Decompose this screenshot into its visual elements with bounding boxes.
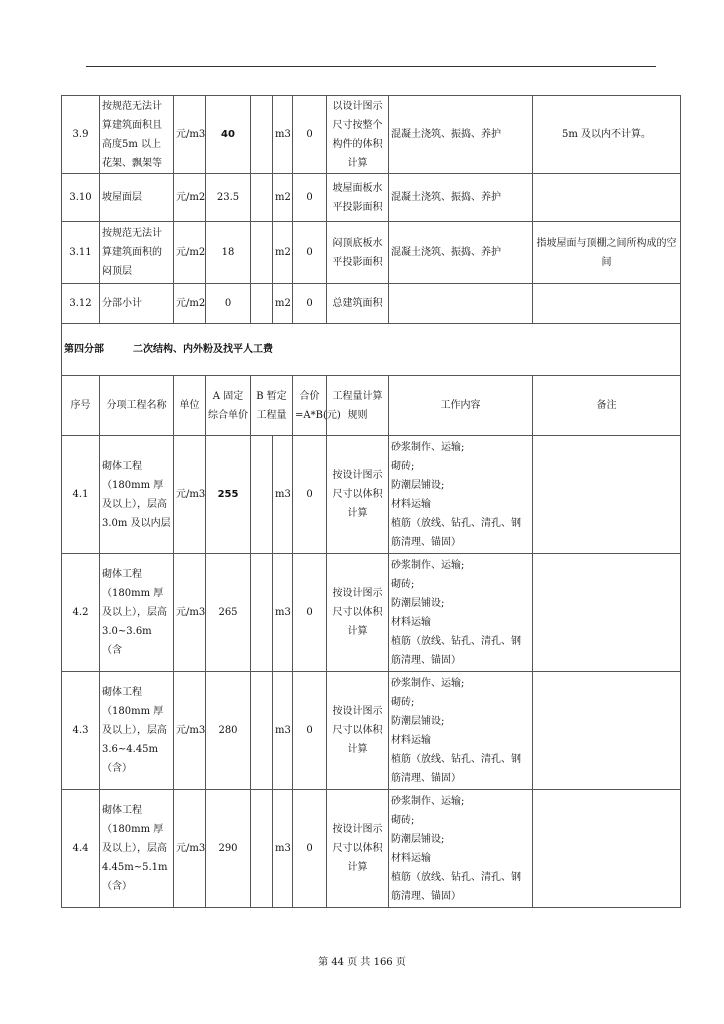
header-rule-col: 工程量计算规则 [327, 376, 389, 436]
cell-rule: 以设计图示尺寸按整个构件的体积计算 [327, 96, 389, 174]
cell-name: 坡屋面层 [100, 174, 174, 222]
cell-rule: 按设计图示尺寸以体积计算 [327, 790, 389, 908]
cell-rule: 按设计图示尺寸以体积计算 [327, 554, 389, 672]
cell-work: 砂浆制作、运输; 砌砖; 防潮层铺设; 材料运输 植筋（放线、钻孔、清孔、钢筋清理、锚固） [389, 554, 533, 672]
cell-qty-unit: m2 [273, 222, 293, 284]
cell-total: 0 [293, 554, 327, 672]
cell-rule: 按设计图示尺寸以体积计算 [327, 672, 389, 790]
cell-name: 砌体工程 （180mm 厚及以上），层高3.0~3.6m（含 [100, 554, 174, 672]
cell-total: 0 [293, 790, 327, 908]
cell-no: 4.1 [62, 436, 100, 554]
cell-qty-unit: m3 [273, 554, 293, 672]
cell-total: 0 [293, 96, 327, 174]
cell-work: 砂浆制作、运输; 砌砖; 防潮层铺设; 材料运输 植筋（放线、钻孔、清孔、钢筋清理、锚固） [389, 790, 533, 908]
cell-unit: 元/m3 [174, 672, 206, 790]
cell-no: 4.2 [62, 554, 100, 672]
cell-rule: 闷顶底板水平投影面积 [327, 222, 389, 284]
cell-unit: 元/m3 [174, 790, 206, 908]
cell-note [533, 672, 681, 790]
page-footer: 第 44 页 共 166 页 [318, 957, 406, 968]
cell-qty [251, 554, 273, 672]
section-title: 二次结构、内外粉及找平人工费 [132, 344, 273, 355]
cell-unit: 元/m3 [174, 554, 206, 672]
cell-price: 18 [206, 222, 251, 284]
table-body-top [62, 96, 681, 324]
cell-unit: 元/m2 [174, 284, 206, 324]
cell-note [533, 554, 681, 672]
cell-unit: 元/m2 [174, 174, 206, 222]
cell-no: 3.9 [62, 96, 100, 174]
cell-rule: 按设计图示尺寸以体积计算 [327, 436, 389, 554]
table-body-bottom [62, 436, 681, 908]
cell-work: 混凝土浇筑、振捣、养护 [389, 222, 533, 284]
table-row [62, 222, 681, 284]
table-row [62, 96, 681, 174]
cell-total: 0 [293, 436, 327, 554]
cell-qty [251, 222, 273, 284]
cell-note: 5m 及以内不计算。 [533, 96, 681, 174]
cell-name: 砌体工程 （180mm 厚及以上），层高4.45m~5.1m（含） [100, 790, 174, 908]
pricing-table [61, 95, 681, 908]
table-row [62, 174, 681, 222]
cell-qty [251, 174, 273, 222]
section-label: 第四分部 [64, 344, 104, 355]
cell-no: 4.4 [62, 790, 100, 908]
column-header-row [62, 376, 681, 436]
cell-total: 0 [293, 284, 327, 324]
table-row [62, 672, 681, 790]
cell-qty-unit: m2 [273, 284, 293, 324]
header-note: 备注 [533, 376, 681, 436]
cell-no: 3.10 [62, 174, 100, 222]
cell-work: 混凝土浇筑、振捣、养护 [389, 174, 533, 222]
table-row [62, 554, 681, 672]
cell-no: 4.3 [62, 672, 100, 790]
cell-total: 0 [293, 174, 327, 222]
cell-qty-unit: m3 [273, 672, 293, 790]
cell-rule: 总建筑面积 [327, 284, 389, 324]
cell-work: 砂浆制作、运输; 砌砖; 防潮层铺设; 材料运输 植筋（放线、钻孔、清孔、钢筋清理、锚固） [389, 672, 533, 790]
section-header [62, 324, 681, 436]
cell-price: 255 [206, 436, 251, 554]
cell-qty-unit: m3 [273, 790, 293, 908]
header-price: A 固定综合单价 [206, 376, 251, 436]
table-row [62, 436, 681, 554]
cell-price: 40 [206, 96, 251, 174]
cell-name: 分部小计 [100, 284, 174, 324]
cell-unit: 元/m3 [174, 96, 206, 174]
cell-qty [251, 96, 273, 174]
cell-no: 3.12 [62, 284, 100, 324]
table-row [62, 790, 681, 908]
cell-rule: 坡屋面板水平投影面积 [327, 174, 389, 222]
header-unit: 单位 [174, 376, 206, 436]
header-work: 工作内容 [389, 376, 533, 436]
cell-price: 23.5 [206, 174, 251, 222]
cell-work [389, 284, 533, 324]
cell-work: 砂浆制作、运输; 砌砖; 防潮层铺设; 材料运输 植筋（放线、钻孔、清孔、钢筋清理、锚固） [389, 436, 533, 554]
cell-qty [251, 284, 273, 324]
cell-qty [251, 436, 273, 554]
section-row [62, 324, 681, 376]
cell-total: 0 [293, 672, 327, 790]
cell-work: 混凝土浇筑、振捣、养护 [389, 96, 533, 174]
header-total: 合价=A*B(元) [293, 376, 327, 436]
cell-no: 3.11 [62, 222, 100, 284]
cell-unit: 元/m3 [174, 436, 206, 554]
cell-note [533, 790, 681, 908]
header-qty: B 暂定工程量 [251, 376, 293, 436]
cell-note [533, 436, 681, 554]
header-rule [86, 66, 656, 67]
cell-qty-unit: m3 [273, 96, 293, 174]
cell-note: 指坡屋面与顶棚之间所构成的空间 [533, 222, 681, 284]
cell-price: 265 [206, 554, 251, 672]
cell-note [533, 174, 681, 222]
cell-total: 0 [293, 222, 327, 284]
header-no: 序号 [62, 376, 100, 436]
cell-price: 290 [206, 790, 251, 908]
cell-note [533, 284, 681, 324]
cell-name: 按规范无法计算建筑面积且高度5m 以上花架、飘架等 [100, 96, 174, 174]
cell-price: 0 [206, 284, 251, 324]
cell-price: 280 [206, 672, 251, 790]
table-row [62, 284, 681, 324]
section-cell [62, 324, 681, 376]
header-name: 分项工程名称 [100, 376, 174, 436]
cell-qty [251, 672, 273, 790]
cell-name: 砌体工程 （180mm 厚及以上），层高3.6~4.45m（含） [100, 672, 174, 790]
cell-name: 砌体工程 （180mm 厚及以上），层高3.0m 及以内层 [100, 436, 174, 554]
cell-unit: 元/m2 [174, 222, 206, 284]
cell-name: 按规范无法计算建筑面积的闷顶层 [100, 222, 174, 284]
cell-qty-unit: m3 [273, 436, 293, 554]
cell-qty-unit: m2 [273, 174, 293, 222]
cell-qty [251, 790, 273, 908]
